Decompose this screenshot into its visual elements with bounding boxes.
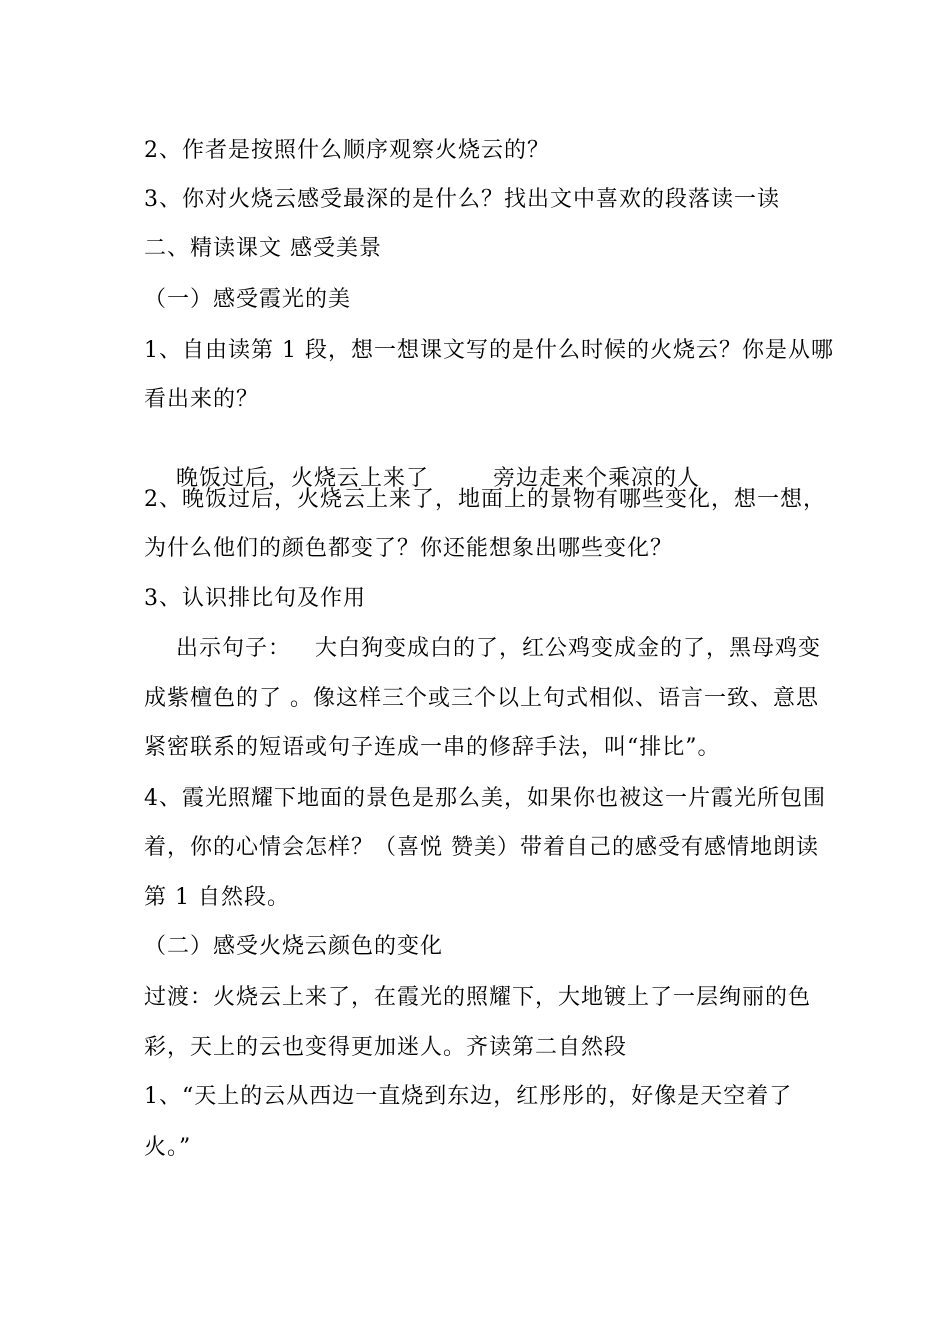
item-2-line-2: 为什么他们的颜色都变了？你还能想象出哪些变化？ [144,536,674,561]
subsection-heading-1: （一）感受霞光的美 [144,287,352,312]
quote-pair-right: 旁边走来个乘凉的人 [493,466,701,491]
transition-line-1: 过渡：火烧云上来了，在霞光的照耀下，大地镀上了一层绚丽的色 [144,985,812,1010]
example-line-2: 成紫檀色的了 。像这样三个或三个以上句式相似、语言一致、意思 [144,686,819,711]
question-3: 3、你对火烧云感受最深的是什么？找出文中喜欢的段落读一读 [144,187,780,212]
quote-pair-left: 晚饭过后，火烧云上来了 [175,466,429,491]
item-1-line-1: 1、自由读第 1 段，想一想课文写的是什么时候的火烧云？你是从哪 [144,338,834,363]
quote-1-line-2: 火。” [144,1135,192,1160]
item-3-heading: 3、认识排比句及作用 [144,586,366,611]
item-4-line-1: 4、霞光照耀下地面的景色是那么美，如果你也被这一片霞光所包围 [144,786,826,811]
section-heading-2: 二、精读课文 感受美景 [144,236,382,261]
example-line-3: 紧密联系的短语或句子连成一串的修辞手法，叫“排比”。 [144,735,721,760]
item-2-line-1: 2、晚饭过后，火烧云上来了，地面上的景物有哪些变化，想一想， [144,487,826,512]
question-2: 2、作者是按照什么顺序观察火烧云的？ [144,138,550,163]
item-1-line-2: 看出来的？ [144,387,260,412]
subsection-heading-2: （二）感受火烧云颜色的变化 [144,934,444,959]
item-4-line-3: 第 1 自然段。 [144,885,290,910]
item-4-line-2: 着，你的心情会怎样？（喜悦 赞美）带着自己的感受有感情地朗读 [144,835,819,860]
example-line-1: 出示句子： 大白狗变成白的了，红公鸡变成金的了，黑母鸡变 [144,636,821,661]
quote-1-line-1: 1、“天上的云从西边一直烧到东边，红彤彤的，好像是天空着了 [144,1084,793,1109]
transition-line-2: 彩，天上的云也变得更加迷人。齐读第二自然段 [144,1035,628,1060]
